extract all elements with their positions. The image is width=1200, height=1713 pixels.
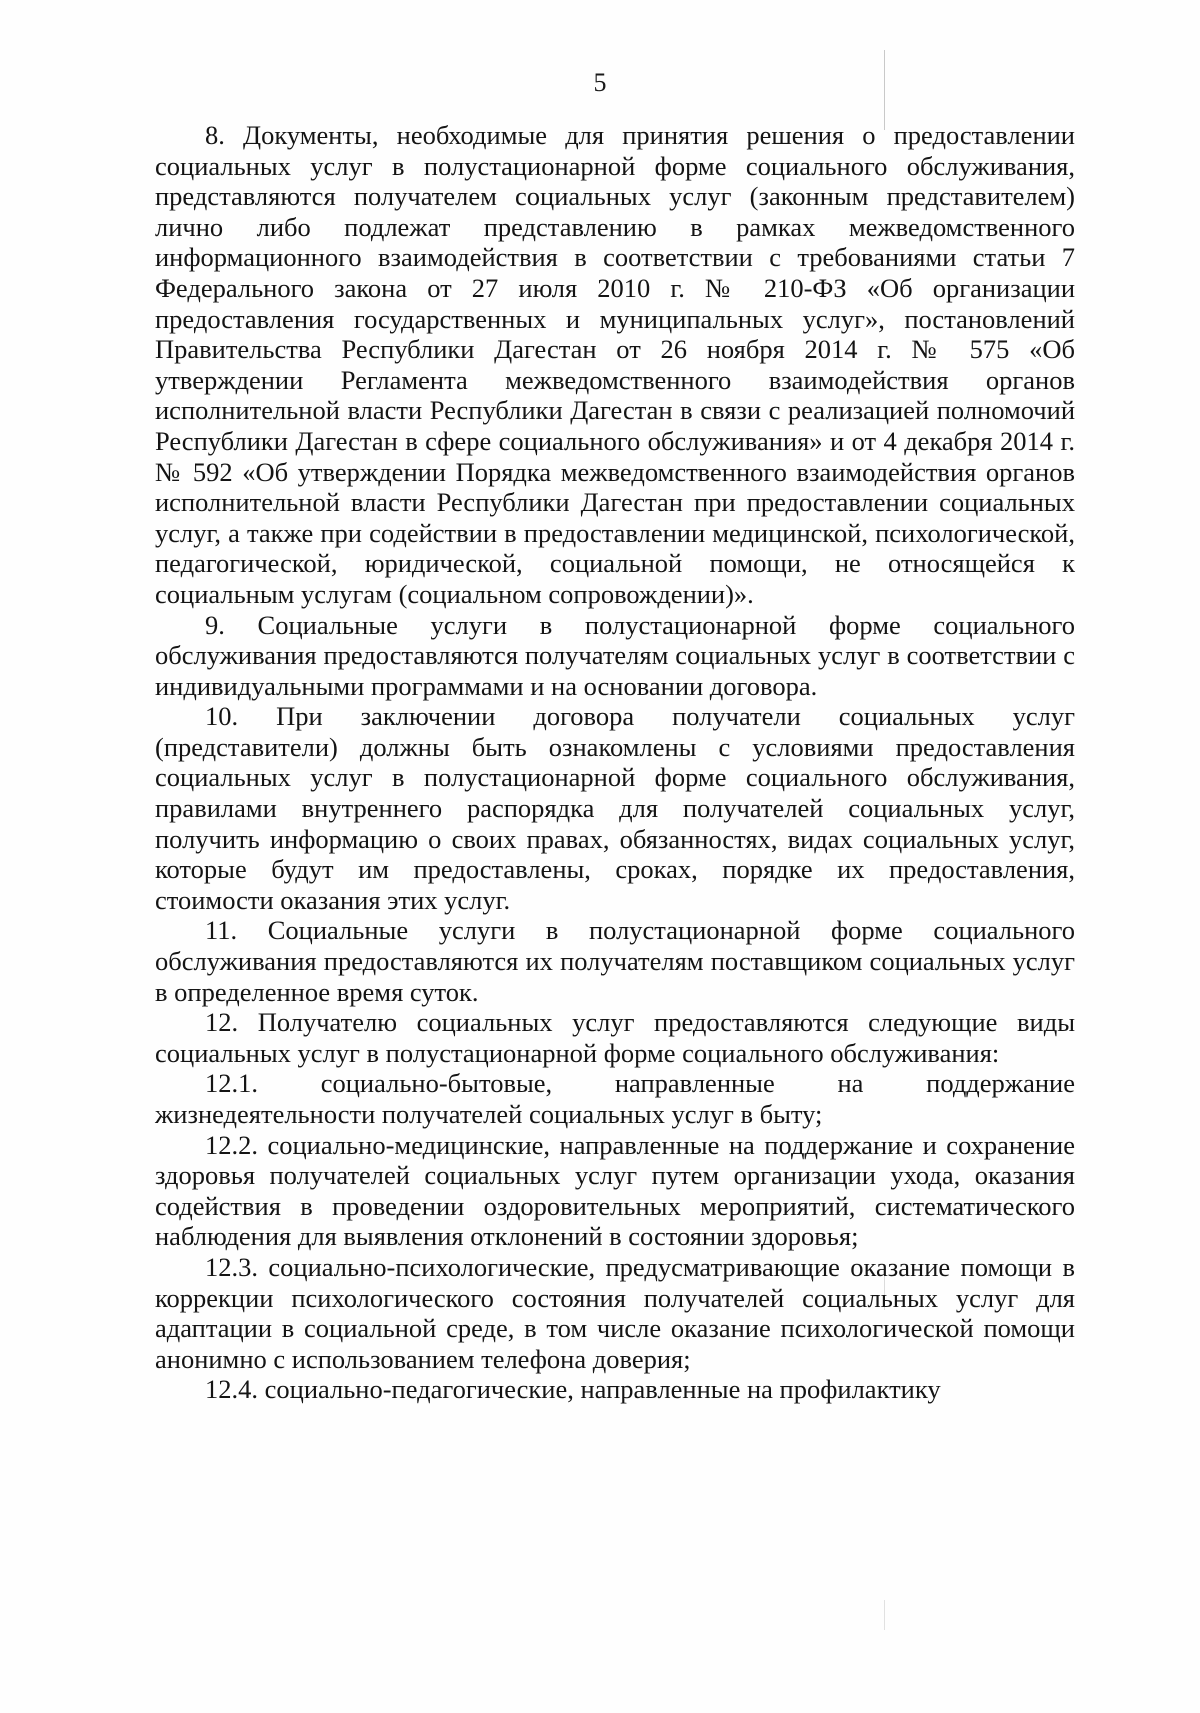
paragraph-12-3: 12.3. социально-психологические, предусматривающие оказание помощи в коррекции психологического состояния получателей социальных услуг для адаптации в социальной среде, в том числе оказание психологической помощи анонимно с использованием телефона доверия; bbox=[155, 1251, 1075, 1374]
document-body bbox=[155, 120, 1075, 1405]
paragraph-10: 10. При заключении договора получатели социальных услуг (представители) должны быть ознакомлены с условиями предоставления социальных услуг в полустационарной форме социального обслуживания, правилами внутреннего распорядка для получателей социальных услуг, получить информацию о своих правах, обязанностях, видах социальных услуг, которые будут им предоставлены, сроках, порядке их предоставления, стоимости оказания этих услуг. bbox=[155, 701, 1075, 915]
paragraph-12-1: 12.1. социально-бытовые, направленные на поддержание жизнедеятельности получателей социальных услуг в быту; bbox=[155, 1068, 1075, 1129]
scan-crease-line-bottom bbox=[884, 1600, 885, 1630]
paragraph-12: 12. Получателю социальных услуг предоставляются следующие виды социальных услуг в полустационарной форме социального обслуживания: bbox=[155, 1007, 1075, 1068]
paragraph-8: 8. Документы, необходимые для принятия решения о предоставлении социальных услуг в полустационарной форме социального обслуживания, представляются получателем социальных услуг (законным представителем) лично либо подлежат представлению в рамках межведомственного информационного взаимодействия в соответствии с требованиями статьи 7 Федерального закона от 27 июля 2010 г. № 210-ФЗ «Об организации предоставления государственных и муниципальных услуг», постановлений Правительства Республики Дагестан от 26 ноября 2014 г. № 575 «Об утверждении Регламента межведомственного взаимодействия органов исполнительной власти Республики Дагестан в связи с реализацией полномочий Республики Дагестан в сфере социального обслуживания» и от 4 декабря 2014 г. № 592 «Об утверждении Порядка межведомственного взаимодействия органов исполнительной власти Республики Дагестан при предоставлении социальных услуг, а также при содействии в предоставлении медицинской, психологической, педагогической, юридической, социальной помощи, не относящейся к социальным услугам (социальном сопровождении)». bbox=[155, 120, 1075, 609]
paragraph-12-2: 12.2. социально-медицинские, направленные на поддержание и сохранение здоровья получателей социальных услуг путем организации ухода, оказания содействия в проведении оздоровительных мероприятий, систематического наблюдения для выявления отклонений в состоянии здоровья; bbox=[155, 1129, 1075, 1252]
paragraph-9: 9. Социальные услуги в полустационарной форме социального обслуживания предоставляются получателям социальных услуг в соответствии с индивидуальными программами и на основании договора. bbox=[155, 609, 1075, 701]
paragraph-11: 11. Социальные услуги в полустационарной форме социального обслуживания предоставляются их получателям поставщиком социальных услуг в определенное время суток. bbox=[155, 915, 1075, 1007]
paragraph-12-4: 12.4. социально-педагогические, направленные на профилактику bbox=[205, 1374, 941, 1405]
page-number: 5 bbox=[593, 68, 607, 97]
